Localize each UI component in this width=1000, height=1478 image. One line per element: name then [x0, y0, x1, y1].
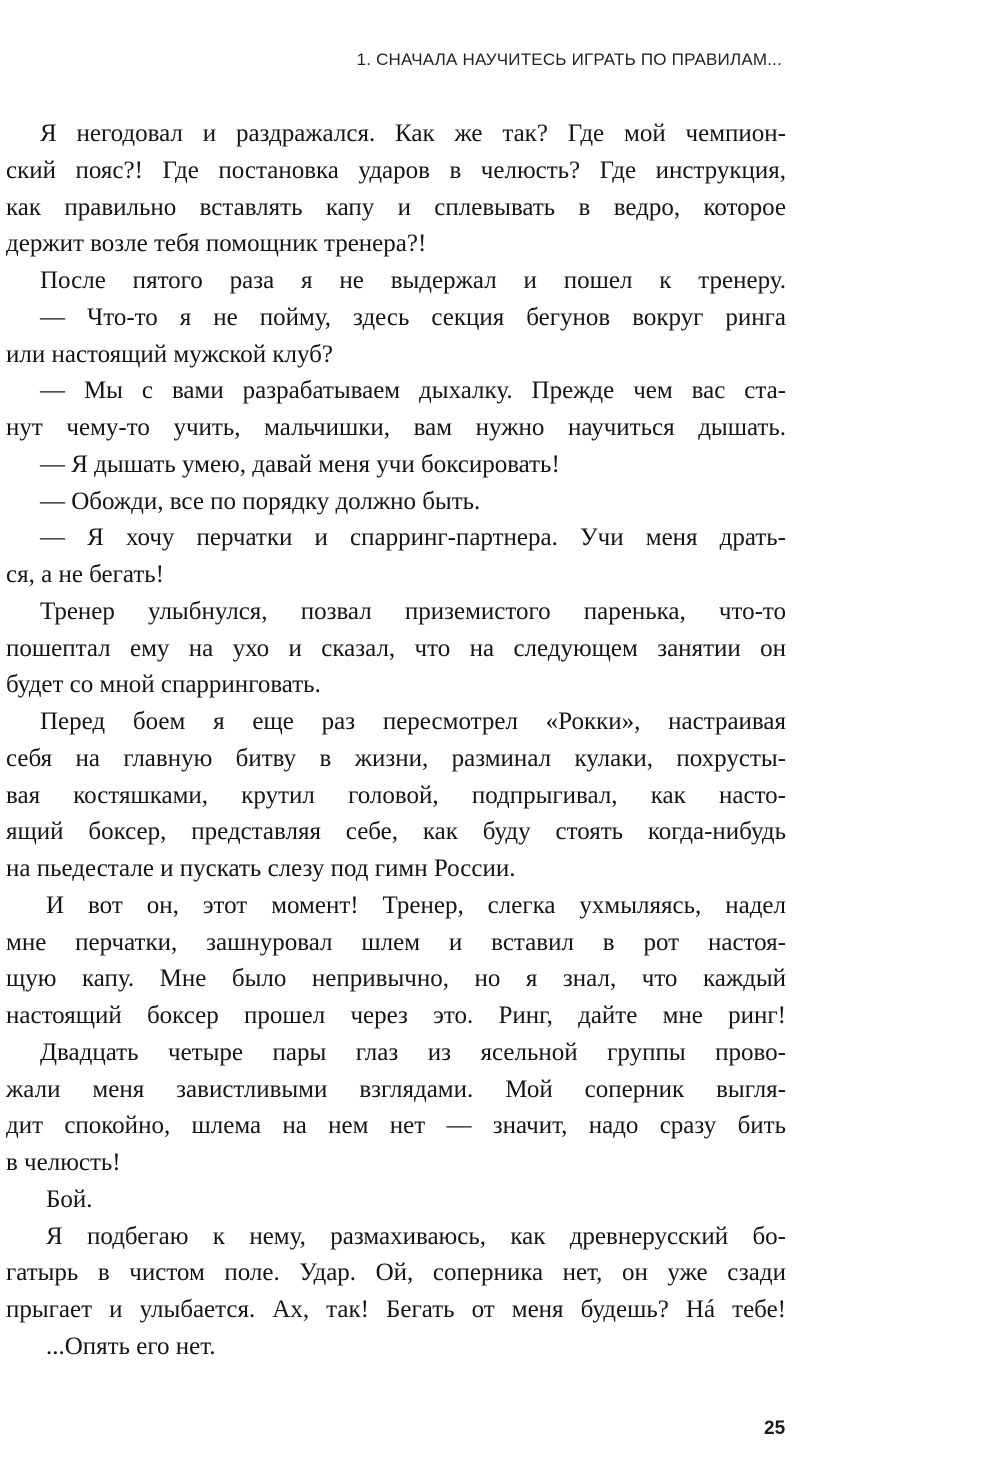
running-head: 1. СНАЧАЛА НАУЧИТЕСЬ ИГРАТЬ ПО ПРАВИЛАМ... [356, 50, 782, 69]
text-line: мне перчатки, зашнуровал шлем и вставил в рот настоя- [6, 928, 786, 956]
text-line: гатырь в чистом поле. Удар. Ой, соперника нет, он уже сзади [6, 1259, 786, 1287]
text-line: нут чему-то учить, мальчишки, вам нужно научиться дышать. [6, 414, 786, 441]
text-line: пошептал ему на ухо и сказал, что на следующем занятии он [6, 634, 786, 662]
text-line: — Я хочу перчатки и спарринг-партнера. Учи меня драть- [40, 524, 786, 552]
text-line: ся, а не бегать! [6, 561, 165, 588]
text-line: — Что-то я не пойму, здесь секция бегунов вокруг ринга [40, 303, 786, 331]
text-line: щую капу. Мне было непривычно, но я знал, что каждый [6, 965, 786, 993]
text-line: Я подбегаю к нему, размахиваюсь, как древнерусский бо- [46, 1222, 786, 1250]
page-number: 25 [764, 1418, 786, 1439]
text-line: Я негодовал и раздражался. Как же так? Где мой чемпион- [40, 120, 786, 147]
body-text [6, 116, 786, 1366]
text-line: ский пояс?! Где постановка ударов в челюсть? Где инструкция, [6, 156, 786, 184]
text-line: держит возле тебя помощник тренера?! [6, 230, 427, 258]
text-line: И вот он, этот момент! Тренер, слегка ухмыляясь, надел [46, 891, 786, 919]
text-line: — Я дышать умею, давай меня учи боксировать! [40, 450, 560, 478]
text-line: как правильно вставлять капу и сплевывать в ведро, которое [6, 193, 786, 221]
text-line: на пьедестале и пускать слезу под гимн России. [6, 855, 516, 882]
text-line: — Мы с вами разрабатываем дыхалку. Прежде чем вас ста- [40, 377, 786, 405]
text-line: ...Опять его нет. [46, 1332, 216, 1360]
text-line: настоящий боксер прошел через это. Ринг, дайте мне ринг! [6, 1002, 786, 1029]
text-line: После пятого раза я не выдержал и пошел к тренеру. [40, 267, 786, 294]
text-line: себя на главную битву в жизни, разминал кулаки, похрусты- [6, 744, 786, 772]
text-line: будет со мной спарринговать. [6, 671, 321, 699]
text-line: или настоящий мужской клуб? [6, 340, 333, 368]
text-line: прыгает и улыбается. Ах, так! Бегать от меня будешь? Нá тебе! [6, 1296, 786, 1323]
text-line: в челюсть! [6, 1149, 121, 1176]
text-line: Перед боем я еще раз пересмотрел «Рокки», настраивая [40, 708, 786, 735]
text-line: Двадцать четыре пары глаз из ясельной группы прово- [40, 1038, 786, 1066]
text-line: ящий боксер, представляя себе, как буду стоять когда-нибудь [6, 818, 786, 846]
text-line: Бой. [46, 1185, 93, 1213]
text-line: — Обожди, все по порядку должно быть. [40, 487, 481, 515]
text-line: Тренер улыбнулся, позвал приземистого паренька, что-то [40, 597, 786, 625]
text-line: дит спокойно, шлема на нем нет — значит, надо сразу бить [6, 1112, 786, 1140]
text-line: жали меня завистливыми взглядами. Мой соперник выгля- [6, 1075, 786, 1103]
text-line: вая костяшками, крутил головой, подпрыгивал, как насто- [6, 781, 786, 809]
